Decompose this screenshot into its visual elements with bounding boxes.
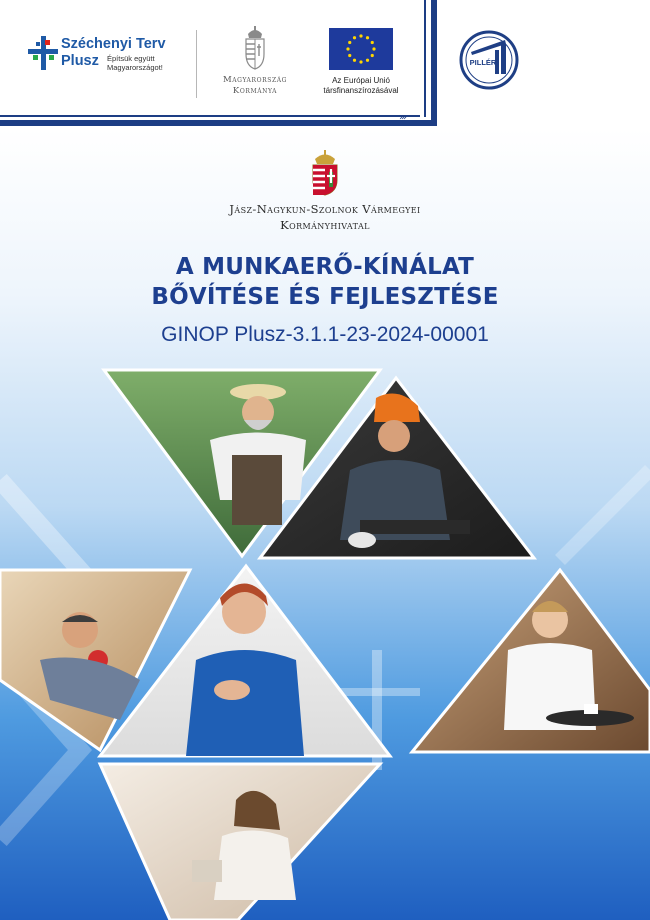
- szechenyi-plusz: Plusz: [61, 53, 99, 69]
- waitress-worker-photo: [412, 570, 650, 752]
- government-line2: Kormánya: [232, 86, 278, 96]
- szechenyi-name: Széchenyi Terv: [61, 36, 166, 52]
- eu-line2: társfinanszírozásával: [323, 86, 399, 95]
- office-name-line1: Jász-Nagykun-Szolnok Vármegyei: [229, 202, 421, 216]
- main-title-line1: A MUNKAERŐ-KÍNÁLAT: [175, 254, 475, 280]
- government-line1: Magyarország: [222, 75, 288, 85]
- project-code: GINOP Plusz-3.1.1-23-2024-00001: [161, 323, 489, 346]
- office-name-line2: Kormányhivatal: [280, 218, 370, 232]
- office-worker-photo: [100, 764, 380, 920]
- main-title-line2: BŐVÍTÉSE ÉS FEJLESZTÉSE: [151, 284, 499, 310]
- header-down-chevron-icon: ⌄ ⌄ ⌄ ⌄: [429, 73, 437, 110]
- szechenyi-slogan: Építsük együtt Magyarországot!: [107, 54, 163, 72]
- header-chevron-icon: ›››: [399, 112, 405, 123]
- eu-line1: Az Európai Unió: [332, 76, 390, 85]
- piller-label: PILLÉR: [469, 58, 497, 67]
